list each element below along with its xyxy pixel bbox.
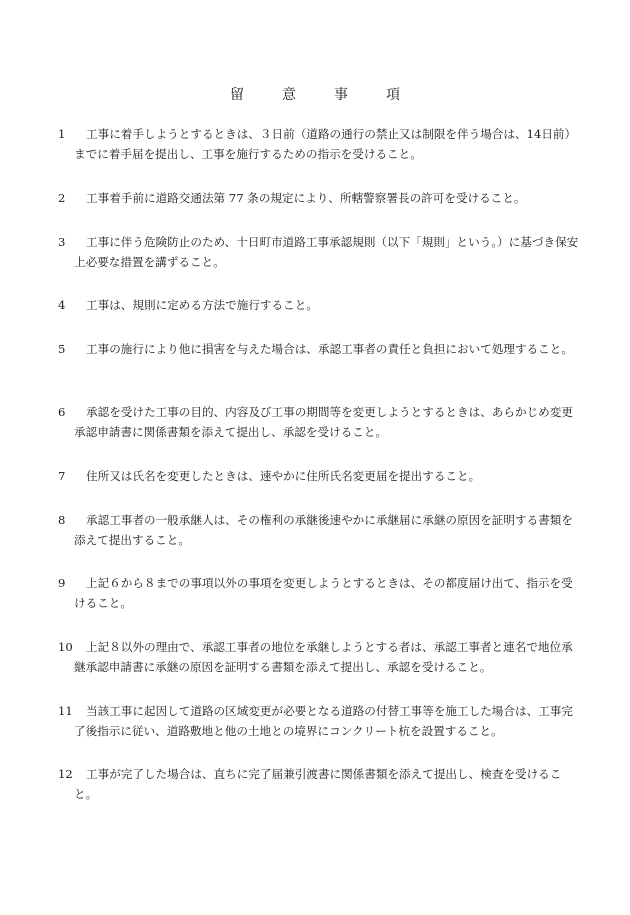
item-number: 2: [58, 191, 66, 205]
item-number: 11: [58, 704, 73, 718]
list-item: [58, 637, 580, 677]
item-text: 承認工事者の一般承継人は、その権利の承継後速やかに承継届に承継の原因を証明する書類を添えて提出すること。: [74, 513, 573, 547]
page-title: 留 意 事 項: [230, 87, 412, 103]
item-text: 住所又は氏名を変更したときは、速やかに住所氏名変更届を提出すること。: [86, 469, 481, 483]
item-number: 8: [58, 513, 66, 527]
list-item: [58, 466, 580, 486]
item-number: 1: [58, 127, 66, 141]
list-item: [58, 402, 580, 442]
item-text: 上記６から８までの事項以外の事項を変更しようとするときは、その都度届け出て、指示を受けること。: [74, 576, 573, 610]
item-number: 5: [58, 342, 66, 356]
item-text: 工事着手前に道路交通法第 77 条の規定により、所轄警察署長の許可を受けること。: [86, 191, 526, 205]
item-text: 工事に伴う危険防止のため、十日町市道路工事承認規則（以下「規則」という。）に基づき保安上必要な措置を講ずること。: [74, 235, 579, 269]
item-number: 10: [58, 640, 73, 654]
list-item: [58, 764, 580, 804]
item-text: 承認を受けた工事の目的、内容及び工事の期間等を変更しようとするときは、あらかじめ変更承認申請書に関係書類を添えて提出し、承認を受けること。: [74, 405, 573, 439]
list-item: [58, 701, 580, 741]
item-number: 9: [58, 576, 66, 590]
item-text: 工事の施行により他に損害を与えた場合は、承認工事者の責任と負担において処理すること。: [86, 342, 573, 356]
item-number: 4: [58, 298, 66, 312]
item-text: 工事は、規則に定める方法で施行すること。: [86, 298, 318, 312]
item-number: 6: [58, 405, 66, 419]
item-number: 7: [58, 469, 66, 483]
item-text: 工事に着手しようとするときは、３日前（道路の通行の禁止又は制限を伴う場合は、14日前）までに着手届を提出し、工事を施行するための指示を受けること。: [74, 127, 577, 161]
list-item: [58, 295, 580, 315]
item-text: 上記８以外の理由で、承認工事者の地位を承継しようとする者は、承認工事者と連名で地位承継承認申請書に承継の原因を証明する書類を添えて提出し、承認を受けること。: [74, 640, 573, 674]
list-item: [58, 573, 580, 613]
item-text: 工事が完了した場合は、直ちに完了届兼引渡書に関係書類を添えて提出し、検査を受けること。: [74, 767, 562, 801]
item-number: 3: [58, 235, 66, 249]
list-item: [58, 188, 580, 208]
list-item: [58, 510, 580, 550]
list-item: [58, 124, 580, 164]
list-item: [58, 339, 580, 359]
item-number: 12: [58, 767, 73, 781]
list-item: [58, 232, 580, 272]
item-text: 当該工事に起因して道路の区域変更が必要となる道路の付替工事等を施工した場合は、工事完了後指示に従い、道路敷地と他の土地との境界にコンクリート杭を設置すること。: [74, 704, 573, 738]
